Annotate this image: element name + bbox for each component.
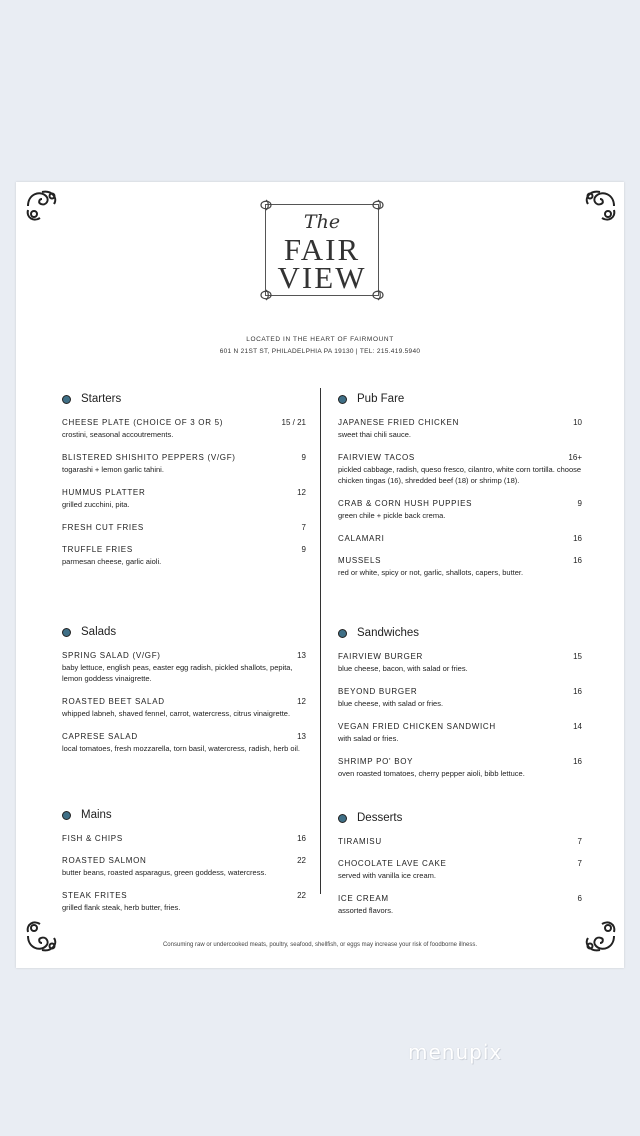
item-description: whipped labneh, shaved fennel, carrot, watercress, citrus vinaigrette. <box>62 709 291 718</box>
item-description: crostini, seasonal accoutrements. <box>62 430 174 439</box>
menu-item <box>338 556 582 578</box>
item-name: FISH & CHIPS <box>62 834 123 843</box>
watermark-logo: menupix <box>408 1040 503 1064</box>
menu-item <box>62 891 306 913</box>
menu-item <box>338 837 582 846</box>
tagline: LOCATED IN THE HEART OF FAIRMOUNT <box>246 336 394 343</box>
item-price: 16+ <box>568 453 582 462</box>
item-name: JAPANESE FRIED CHICKEN <box>338 418 460 427</box>
item-price: 9 <box>301 453 306 462</box>
item-price: 6 <box>577 894 582 903</box>
menu-item <box>62 453 306 475</box>
item-price: 13 <box>297 651 306 660</box>
corner-ornament-icon <box>580 916 620 956</box>
item-name: TIRAMISU <box>338 837 382 846</box>
logo-the: The <box>303 211 341 233</box>
item-name: FAIRVIEW TACOS <box>338 453 415 462</box>
item-price: 12 <box>297 697 306 706</box>
section-desserts <box>338 809 582 929</box>
section-bullet-icon <box>62 811 71 820</box>
menu-item <box>62 523 306 532</box>
menu-item <box>338 652 582 674</box>
item-price: 7 <box>577 859 582 868</box>
item-price: 9 <box>577 499 582 508</box>
item-description: sweet thai chili sauce. <box>338 430 411 439</box>
item-name: STEAK FRITES <box>62 891 128 900</box>
section-bullet-icon <box>62 395 71 404</box>
item-name: SPRING SALAD (V/GF) <box>62 651 161 660</box>
column-divider <box>320 388 321 894</box>
menu-item <box>338 859 582 881</box>
item-description: togarashi + lemon garlic tahini. <box>62 465 164 474</box>
item-name: CHEESE PLATE (CHOICE OF 3 OR 5) <box>62 418 224 427</box>
item-name: CHOCOLATE LAVE CAKE <box>338 859 447 868</box>
item-description: local tomatoes, fresh mozzarella, torn basil, watercress, radish, herb oil. <box>62 744 301 753</box>
menu-page <box>16 182 624 968</box>
menu-item <box>62 856 306 878</box>
item-description: green chile + pickle back crema. <box>338 511 446 520</box>
section-starters <box>62 390 306 580</box>
item-price: 14 <box>573 722 582 731</box>
menu-item <box>338 499 582 521</box>
item-name: TRUFFLE FRIES <box>62 545 133 554</box>
item-description: pickled cabbage, radish, queso fresco, cilantro, white corn tortilla. choose chicken tingas (16), shredded beef (18) or shrimp (18). <box>338 465 582 485</box>
item-name: CALAMARI <box>338 534 385 543</box>
logo-word-fair: FAIR <box>283 232 361 267</box>
item-price: 22 <box>297 856 306 865</box>
allergen-footnote: Consuming raw or undercooked meats, poultry, seafood, shellfish, or eggs may increase your risk of foodborne illness. <box>162 942 478 948</box>
item-price: 16 <box>573 757 582 766</box>
section-mains <box>62 806 306 926</box>
item-price: 7 <box>301 523 306 532</box>
item-description: baby lettuce, english peas, easter egg radish, pickled shallots, pepita, lemon goddess vinaigrette. <box>62 663 293 683</box>
item-name: ROASTED SALMON <box>62 856 147 865</box>
menu-item <box>338 534 582 543</box>
section-bullet-icon <box>338 814 347 823</box>
section-title: Desserts <box>357 812 403 824</box>
item-description: blue cheese, with salad or fries. <box>338 699 444 708</box>
item-description: assorted flavors. <box>338 906 394 915</box>
item-price: 12 <box>297 488 306 497</box>
logo-knot-icon <box>371 198 385 212</box>
item-name: VEGAN FRIED CHICKEN SANDWICH <box>338 722 496 731</box>
section-title: Salads <box>81 626 117 638</box>
item-name: ICE CREAM <box>338 894 389 903</box>
item-price: 10 <box>573 418 582 427</box>
item-name: CRAB & CORN HUSH PUPPIES <box>338 499 473 508</box>
item-price: 16 <box>573 687 582 696</box>
logo-word-view: VIEW <box>277 260 367 295</box>
item-description: served with vanilla ice cream. <box>338 871 436 880</box>
item-name: FRESH CUT FRIES <box>62 523 144 532</box>
address-line: 601 N 21ST ST, PHILADELPHIA PA 19130 | TEL: 215.419.5940 <box>219 348 421 355</box>
item-name: HUMMUS PLATTER <box>62 488 146 497</box>
menu-item <box>338 453 582 486</box>
menu-item <box>62 697 306 719</box>
menu-item <box>62 834 306 843</box>
item-price: 16 <box>297 834 306 843</box>
item-description: blue cheese, bacon, with salad or fries. <box>338 664 468 673</box>
menu-item <box>338 687 582 709</box>
section-salads <box>62 623 306 767</box>
item-price: 13 <box>297 732 306 741</box>
menu-item <box>338 894 582 916</box>
item-name: SHRIMP PO' BOY <box>338 757 414 766</box>
section-bullet-icon <box>338 629 347 638</box>
menu-item <box>338 757 582 779</box>
section-title: Sandwiches <box>357 627 420 639</box>
section-title: Pub Fare <box>357 393 405 405</box>
logo-knot-icon <box>259 198 273 212</box>
corner-ornament-icon <box>580 186 620 226</box>
item-name: BEYOND BURGER <box>338 687 418 696</box>
item-name: CAPRESE SALAD <box>62 732 138 741</box>
item-name: BLISTERED SHISHITO PEPPERS (V/GF) <box>62 453 236 462</box>
menu-item <box>338 722 582 744</box>
corner-ornament-icon <box>22 916 62 956</box>
section-sandwiches <box>338 624 582 792</box>
item-name: FAIRVIEW BURGER <box>338 652 424 661</box>
brand-logo <box>265 204 379 296</box>
item-price: 16 <box>573 556 582 565</box>
section-title: Mains <box>81 809 112 821</box>
item-description: oven roasted tomatoes, cherry pepper aioli, bibb lettuce. <box>338 769 525 778</box>
item-description: grilled flank steak, herb butter, fries. <box>62 903 181 912</box>
item-name: ROASTED BEET SALAD <box>62 697 165 706</box>
item-price: 9 <box>301 545 306 554</box>
item-price: 7 <box>577 837 582 846</box>
item-description: grilled zucchini, pita. <box>62 500 130 509</box>
item-price: 15 / 21 <box>281 418 306 427</box>
menu-item <box>62 732 306 754</box>
item-description: with salad or fries. <box>338 734 399 743</box>
section-pub-fare <box>338 390 582 591</box>
menu-item <box>338 418 582 440</box>
item-price: 15 <box>573 652 582 661</box>
item-price: 16 <box>573 534 582 543</box>
item-price: 22 <box>297 891 306 900</box>
menu-item <box>62 545 306 567</box>
section-bullet-icon <box>62 628 71 637</box>
menu-item <box>62 418 306 440</box>
section-bullet-icon <box>338 395 347 404</box>
item-description: butter beans, roasted asparagus, green goddess, watercress. <box>62 868 267 877</box>
menu-item <box>62 651 306 684</box>
item-description: parmesan cheese, garlic aioli. <box>62 557 162 566</box>
item-name: MUSSELS <box>338 556 382 565</box>
menu-item <box>62 488 306 510</box>
section-title: Starters <box>81 393 122 405</box>
item-description: red or white, spicy or not, garlic, shallots, capers, butter. <box>338 568 524 577</box>
corner-ornament-icon <box>22 186 62 226</box>
